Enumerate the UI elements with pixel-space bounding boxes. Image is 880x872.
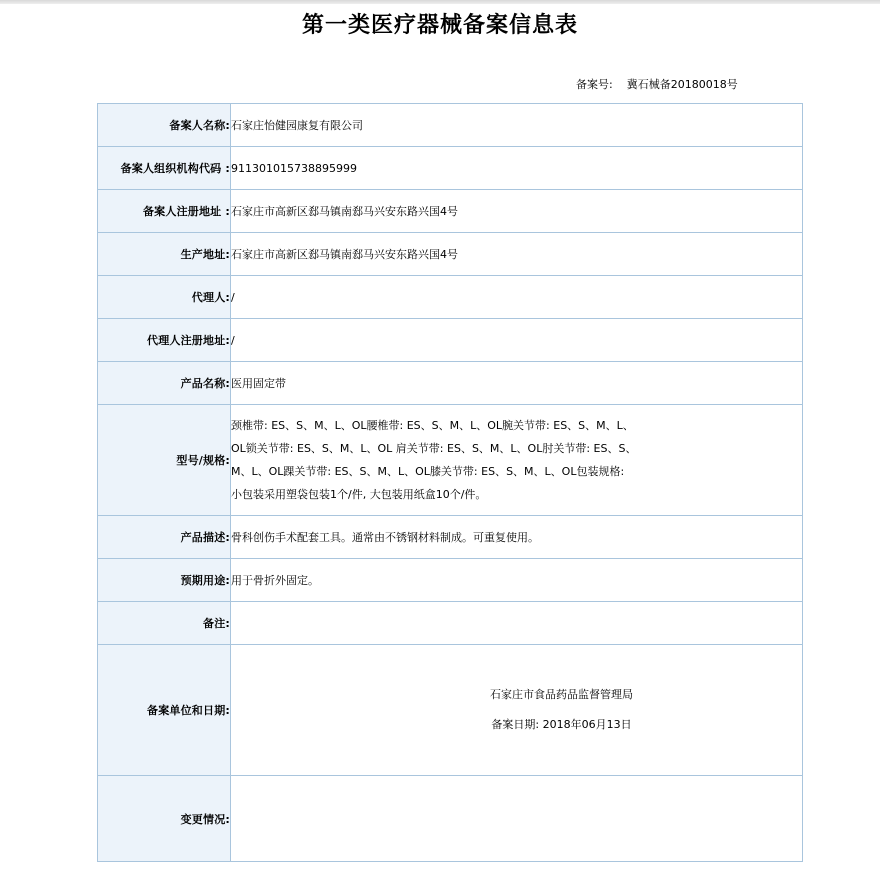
- page-title: 第一类医疗器械备案信息表: [301, 12, 578, 38]
- filing-unit-name: 石家庄市食品药品监督管理局: [490, 688, 633, 701]
- row-filing-unit-date: [98, 645, 803, 776]
- label-registered-address: 备案人注册地址 :: [98, 190, 231, 233]
- value-agent-address: /: [231, 319, 803, 362]
- top-toolbar-edge: [0, 0, 880, 4]
- value-org-code: 911301015738895999: [231, 147, 803, 190]
- value-remarks: [231, 602, 803, 645]
- value-registered-address: 石家庄市高新区郄马镇南郄马兴安东路兴国4号: [231, 190, 803, 233]
- value-model-spec: [231, 405, 803, 516]
- label-changes: 变更情况:: [98, 776, 231, 862]
- value-intended-use: 用于骨折外固定。: [231, 559, 803, 602]
- value-description: 骨科创伤手术配套工具。通常由不锈钢材料制成。可重复使用。: [231, 516, 803, 559]
- label-agent-address: 代理人注册地址:: [98, 319, 231, 362]
- spec-line: 小包装采用塑袋包装1个/件, 大包装用纸盒10个/件。: [231, 488, 487, 501]
- label-filing-unit-date: 备案单位和日期:: [98, 645, 231, 776]
- row-registered-address: [98, 190, 803, 233]
- value-applicant-name: 石家庄怡健园康复有限公司: [231, 104, 803, 147]
- label-agent: 代理人:: [98, 276, 231, 319]
- row-description: [98, 516, 803, 559]
- label-org-code: 备案人组织机构代码 :: [98, 147, 231, 190]
- spec-line: M、L、OL踝关节带: ES、S、M、L、OL膝关节带: ES、S、M、L、OL包装规格:: [231, 465, 625, 478]
- value-changes: [231, 776, 803, 862]
- record-number: [576, 76, 738, 92]
- label-intended-use: 预期用途:: [98, 559, 231, 602]
- row-agent: [98, 276, 803, 319]
- label-model-spec: 型号/规格:: [98, 405, 231, 516]
- row-production-address: [98, 233, 803, 276]
- label-applicant-name: 备案人名称:: [98, 104, 231, 147]
- record-number-label: 备案号:: [576, 78, 613, 91]
- value-filing-unit-date: [231, 645, 803, 776]
- record-number-value: 冀石械备20180018号: [626, 78, 738, 91]
- value-production-address: 石家庄市高新区郄马镇南郄马兴安东路兴国4号: [231, 233, 803, 276]
- spec-line: OL锁关节带: ES、S、M、L、OL 肩关节带: ES、S、M、L、OL肘关节带: ES、S、: [231, 442, 637, 455]
- row-org-code: [98, 147, 803, 190]
- row-applicant-name: [98, 104, 803, 147]
- row-agent-address: [98, 319, 803, 362]
- row-remarks: [98, 602, 803, 645]
- value-agent: /: [231, 276, 803, 319]
- row-intended-use: [98, 559, 803, 602]
- filing-info-table: [97, 103, 803, 862]
- label-description: 产品描述:: [98, 516, 231, 559]
- label-product-name: 产品名称:: [98, 362, 231, 405]
- value-product-name: 医用固定带: [231, 362, 803, 405]
- filing-date: 备案日期: 2018年06月13日: [491, 718, 632, 731]
- row-product-name: [98, 362, 803, 405]
- label-production-address: 生产地址:: [98, 233, 231, 276]
- spec-line: 颈椎带: ES、S、M、L、OL腰椎带: ES、S、M、L、OL腕关节带: ES、S、M、L、: [231, 419, 634, 432]
- label-remarks: 备注:: [98, 602, 231, 645]
- row-model-spec: [98, 405, 803, 516]
- row-changes: [98, 776, 803, 862]
